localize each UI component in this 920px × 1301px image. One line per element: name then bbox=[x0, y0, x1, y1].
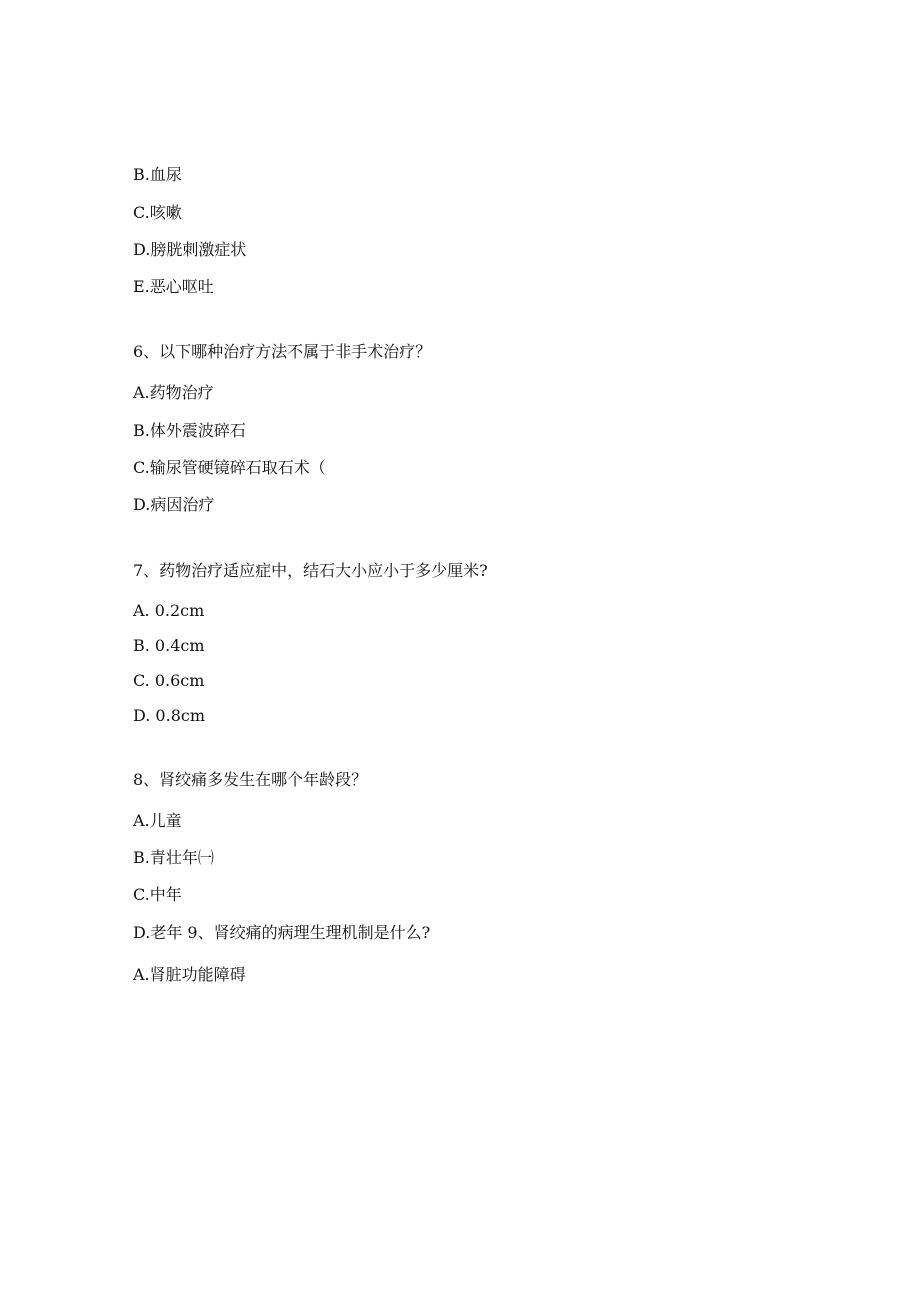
option-6b: B.体外震波碎石 bbox=[133, 421, 246, 440]
option-8b: B.青壮年㈠ bbox=[133, 848, 214, 867]
option-6d: D.病因治疗 bbox=[133, 495, 215, 514]
option-9a: A.肾脏功能障碍 bbox=[133, 965, 246, 984]
option-5b: B.血尿 bbox=[133, 165, 182, 184]
option-8c: C.中年 bbox=[133, 885, 182, 904]
question-7: 7、药物治疗适应症中，结石大小应小于多少厘米? bbox=[133, 561, 488, 580]
option-5c: C.咳嗽 bbox=[133, 203, 182, 222]
question-6: 6、以下哪种治疗方法不属于非手术治疗？ bbox=[133, 342, 432, 361]
option-5d: D.膀胱刺激症状 bbox=[133, 240, 247, 259]
option-7a: A. 0.2cm bbox=[133, 601, 205, 620]
option-6c: C.输尿管硬镜碎石取石术（ bbox=[133, 458, 326, 477]
option-6a: A.药物治疗 bbox=[133, 383, 214, 402]
option-8a: A.儿童 bbox=[133, 811, 182, 830]
option-8d-question-9: D.老年 9、肾绞痛的病理生理机制是什么? bbox=[133, 923, 431, 942]
question-8: 8、肾绞痛多发生在哪个年龄段？ bbox=[133, 770, 368, 789]
option-7d: D. 0.8cm bbox=[133, 706, 206, 725]
option-7b: B. 0.4cm bbox=[133, 636, 205, 655]
option-7c: C. 0.6cm bbox=[133, 671, 205, 690]
option-5e: E.恶心呕吐 bbox=[133, 277, 214, 296]
